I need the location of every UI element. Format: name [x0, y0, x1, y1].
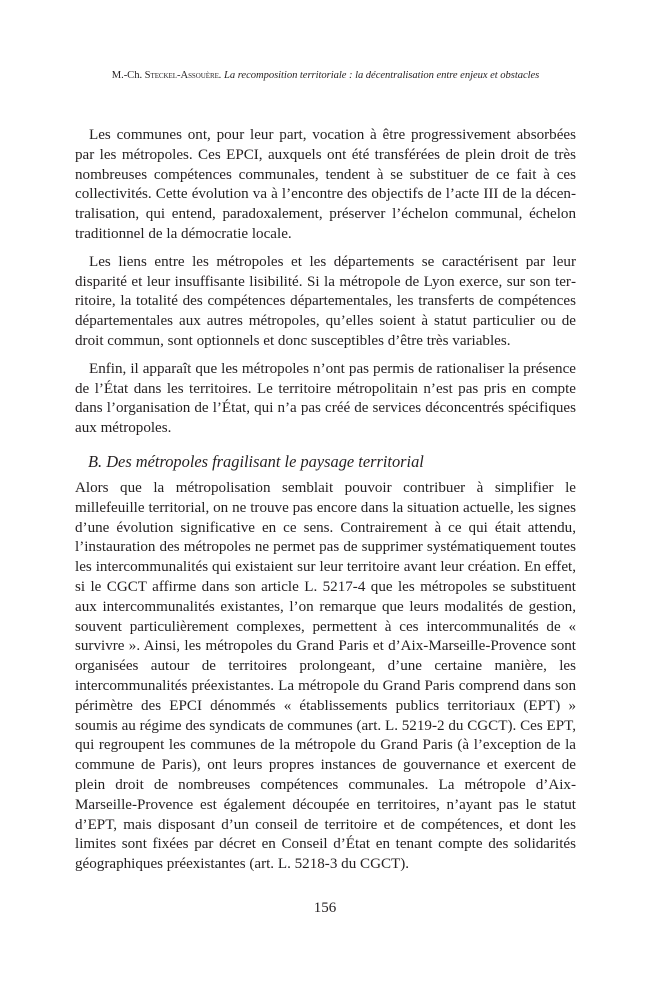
header-author-initials: M.-Ch. — [111, 70, 145, 81]
body-paragraph-2: Les liens entre les métropoles et les départements se caractérisent par leur disparité et leur insuffisante lisibilité. Si la métropole de Lyon exerce, sur son territoire, la totalité des compétences départementales, les transferts de compétences départementales aux autres métropoles, qu’elles soient à statut particulier ou de droit commun, sont optionnels et donc susceptibles d’être très variables. — [75, 253, 576, 349]
page-body — [75, 126, 576, 875]
body-paragraph-1: Les communes ont, pour leur part, vocation à être progressivement absorbées par les métropoles. Ces EPCI, auxquels ont été transférées de plein droit de très nombreuses compétences communales, tendent à se substituer de ce fait à ces collectivités. Cette évolution va à l’encontre des objectifs de l’acte III de la décentralisation, qui entend, paradoxalement, préserver l’échelon communal, échelon traditionnel de la démocratie locale. — [75, 127, 576, 242]
header-title: . La recomposition territoriale : la décentralisation entre enjeux et obstacles — [218, 70, 540, 81]
section-heading: B. Des métropoles fragilisant le paysage territorial — [88, 451, 424, 471]
running-header — [75, 70, 576, 81]
page-number: 156 — [313, 900, 337, 916]
section-paragraph: Alors que la métropolisation semblait pouvoir contribuer à simplifier le millefeuille territorial, on ne trouve pas encore dans la situation actuelle, les signes d’une évolution significative en ce sens. Contrairement à ce qui était attendu, l’instauration des métropoles ne permet pas de supprimer systématiquement toutes les intercommunalités qui existaient sur leur territoire avant leur création. En effet, si le CGCT affirme dans son article L. 5217-4 que les métropoles se substituent aux intercommunalités existantes, l’on remarque que leurs modalités de gestion, souvent particulièrement complexes, permettent à ces intercommunalités de « survivre ». Ainsi, les métropoles du Grand Paris et d’Aix-Marseille-Provence sont organisées autour de territoires prolongeant, d’une certaine manière, les intercommunalités préexistantes. La métropole du Grand Paris comprend dans son périmètre des EPCI dénommés « établissements publics territoriaux (EPT) » soumis au régime des syndicats de communes (art. L. 5219-2 du CGCT). Ces EPT, qui regroupent les communes de la métropole du Grand Paris (à l’exception de la commune de Paris), ont leurs propres instances de gouvernance et exercent de plein droit de nombreuses compétences communales. La métropole d’Aix-Marseille-Provence est également découpée en territoires, n’ayant pas le statut d’EPT, mais disposant d’un conseil de territoire et de compétences, et dont les limites sont fixées par décret en Conseil d’État en tenant compte des solidarités géographiques préexistantes (art. L. 5218-3 du CGCT). — [75, 479, 576, 873]
header-author-surname: Steckel-Assouère — [144, 70, 219, 81]
body-paragraph-3: Enfin, il apparaît que les métropoles n’ont pas permis de rationaliser la présence de l’État dans les territoires. Le territoire métropolitain n’est pas pris en compte dans l’organisation de l’État, qui n’a pas créé de services déconcentrés spécifiques aux métropoles. — [75, 360, 576, 437]
